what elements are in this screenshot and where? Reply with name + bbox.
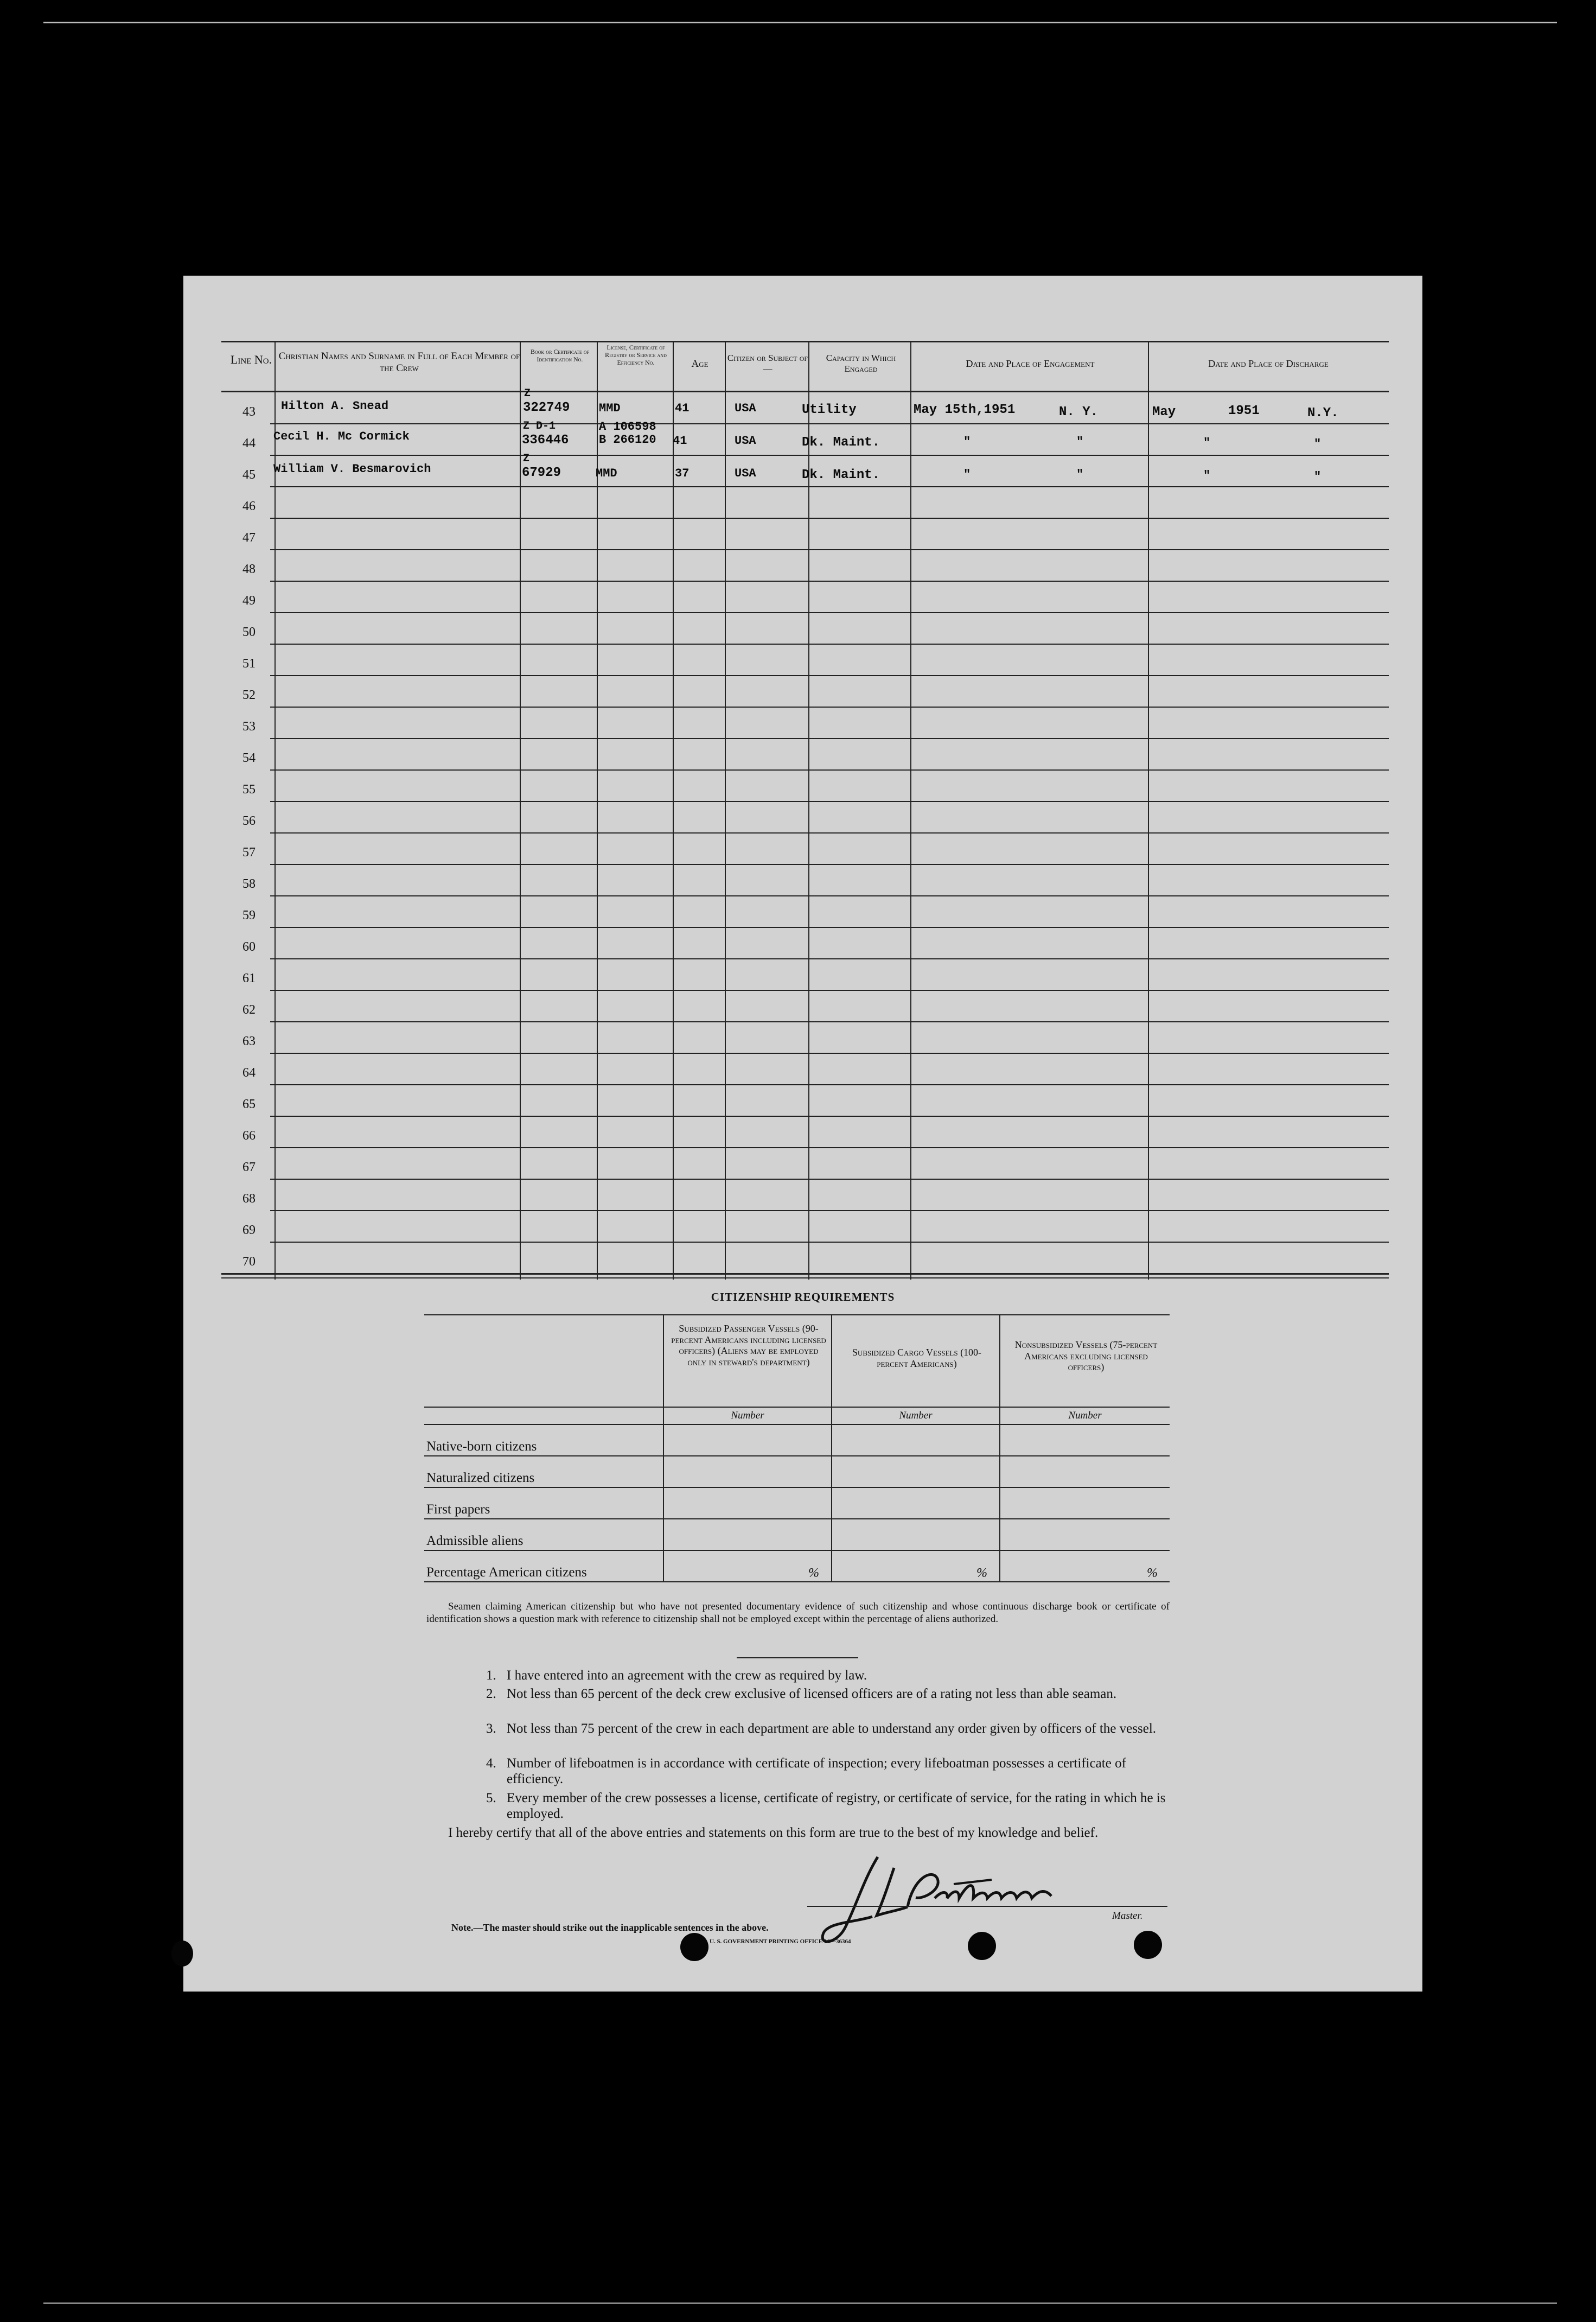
engagement-place: " xyxy=(1076,468,1084,481)
engagement-date: " xyxy=(963,468,971,481)
certification-text: I hereby certify that all of the above entries and statements on this form are true to the best of my knowledge and belief. xyxy=(448,1825,1099,1840)
percent-sign: % xyxy=(1147,1566,1158,1580)
line-number: 61 xyxy=(242,971,256,985)
statement-number: 2. xyxy=(486,1687,496,1701)
statement-text: Number of lifeboatmen is in accordance with certificate of inspection; every lifeboatman possesses a certificate of efficiency. xyxy=(507,1756,1126,1786)
scan-top-rule xyxy=(43,22,1557,23)
engagement-place: N. Y. xyxy=(1059,405,1099,419)
statement-text: Not less than 65 percent of the deck crew exclusive of licensed officers are of a rating not less than able seaman. xyxy=(507,1687,1117,1701)
book-prefix: Z D-1 xyxy=(523,420,556,432)
license-number: MMD xyxy=(599,402,621,415)
discharge-month: " xyxy=(1203,436,1211,450)
row-label-first-papers: First papers xyxy=(426,1502,490,1517)
cargo-vessels-header: Subsidized Cargo Vessels (100-percent Americans) xyxy=(852,1347,982,1369)
discharge-month: May xyxy=(1152,405,1176,419)
line-number: 50 xyxy=(242,625,256,639)
row-label-percentage: Percentage American citizens xyxy=(426,1565,587,1580)
citizenship-title: CITIZENSHIP REQUIREMENTS xyxy=(711,1290,895,1303)
statement-text: Every member of the crew possesses a license, certificate of registry, or certificate of service, for the rating in which he is employed. xyxy=(507,1791,1166,1821)
line-number: 52 xyxy=(242,688,256,702)
crew-name: Cecil H. Mc Cormick xyxy=(273,430,410,443)
engagement-date: May 15th,1951 xyxy=(914,403,1016,417)
number-label: Number xyxy=(731,1410,764,1421)
row-label-admissible-aliens: Admissible aliens xyxy=(426,1534,524,1548)
line-number: 60 xyxy=(242,940,256,954)
book-number: 67929 xyxy=(522,466,561,480)
line-number: 64 xyxy=(242,1066,256,1080)
license-number: B 266120 xyxy=(599,433,656,447)
percent-sign: % xyxy=(976,1566,987,1580)
line-number: 70 xyxy=(242,1255,256,1269)
line-number: 45 xyxy=(242,468,256,482)
line-number: 62 xyxy=(242,1003,256,1017)
row-label-native-born: Native-born citizens xyxy=(426,1439,537,1454)
line-number: 63 xyxy=(242,1034,256,1048)
header-age: Age xyxy=(691,358,708,370)
line-number: 56 xyxy=(242,814,256,828)
header-names: Christian Names and Surname in Full of Each Member of the Crew xyxy=(278,351,520,374)
crew-name: William V. Besmarovich xyxy=(273,462,431,476)
line-number: 54 xyxy=(242,751,256,765)
age: 41 xyxy=(675,402,690,415)
row-label-naturalized: Naturalized citizens xyxy=(426,1471,535,1485)
scan-bottom-rule xyxy=(43,2302,1557,2304)
header-discharge: Date and Place of Discharge xyxy=(1208,358,1329,369)
line-number: 65 xyxy=(242,1097,256,1111)
statement-number: 3. xyxy=(486,1721,496,1736)
line-number: 49 xyxy=(242,594,256,608)
citizenship: USA xyxy=(735,402,756,415)
book-prefix: Z xyxy=(524,387,531,400)
binding-hole xyxy=(680,1933,708,1961)
header-engagement: Date and Place of Engagement xyxy=(966,358,1095,369)
header-license-number: License, Certificate of Registry or Service and Efficiency No. xyxy=(605,343,667,366)
license-number: MMD xyxy=(596,467,617,480)
percent-sign: % xyxy=(808,1566,819,1580)
line-number: 58 xyxy=(242,877,256,891)
line-number: 44 xyxy=(242,436,256,450)
line-number: 51 xyxy=(242,657,256,671)
book-number: 336446 xyxy=(522,433,569,448)
line-number: 46 xyxy=(242,499,256,513)
printer-imprint: U. S. GOVERNMENT PRINTING OFFICE 16—36364 xyxy=(710,1938,851,1945)
number-label: Number xyxy=(1068,1410,1102,1421)
discharge-place: " xyxy=(1314,470,1322,484)
header-book-number: Book or Certificate of Identification No. xyxy=(530,348,590,363)
statement-text: Not less than 75 percent of the crew in each department are able to understand any order given by officers of the vessel. xyxy=(507,1721,1157,1736)
line-number: 43 xyxy=(242,405,256,419)
engagement-date: " xyxy=(963,435,971,449)
engagement-place: " xyxy=(1076,435,1084,449)
discharge-year: 1951 xyxy=(1228,404,1260,418)
master-note: Note.—The master should strike out the inapplicable sentences in the above. xyxy=(451,1922,769,1933)
passenger-vessels-header: Subsidized Passenger Vessels (90-percent Americans including licensed officers) (Aliens may be employed only in steward's department) xyxy=(671,1323,826,1368)
master-label: Master. xyxy=(1112,1910,1143,1922)
notice-paragraph: Seamen claiming American citizenship but who have not presented documentary evidence of such citizenship and whose continuous discharge book or certificate of identification shows a question mark with reference to citizenship shall not be employed except within the percentage of aliens authorized. xyxy=(426,1601,1170,1625)
binding-hole xyxy=(171,1941,193,1967)
citizenship: USA xyxy=(735,434,756,448)
statement-number: 4. xyxy=(486,1756,496,1771)
discharge-place: N.Y. xyxy=(1307,406,1339,421)
book-prefix: Z xyxy=(523,453,530,465)
line-number: 57 xyxy=(242,845,256,860)
age: 37 xyxy=(675,467,690,480)
line-number: 67 xyxy=(242,1160,256,1174)
header-citizen: Citizen or Subject of— xyxy=(727,353,808,374)
discharge-place: " xyxy=(1314,437,1322,451)
number-label: Number xyxy=(899,1410,933,1421)
line-number: 47 xyxy=(242,531,256,545)
line-number: 48 xyxy=(242,562,256,576)
discharge-month: " xyxy=(1203,469,1211,482)
statement-number: 5. xyxy=(486,1791,496,1805)
binding-hole xyxy=(968,1932,996,1960)
license-prefix: A 106598 xyxy=(599,420,656,434)
line-number: 69 xyxy=(242,1223,256,1237)
binding-hole xyxy=(1134,1931,1162,1959)
capacity: Utility xyxy=(802,403,857,417)
capacity: Dk. Maint. xyxy=(802,435,880,450)
nonsubsidized-vessels-header: Nonsubsidized Vessels (75-percent Americans excluding licensed officers) xyxy=(1014,1339,1158,1373)
statement-text: I have entered into an agreement with the crew as required by law. xyxy=(507,1668,867,1683)
crew-name: Hilton A. Snead xyxy=(281,399,389,413)
header-line-no: Line No. xyxy=(230,353,272,366)
capacity: Dk. Maint. xyxy=(802,468,880,482)
crew-list-page xyxy=(183,276,1422,1992)
header-capacity: Capacity in Which Engaged xyxy=(826,353,896,374)
line-number: 59 xyxy=(242,908,256,923)
line-number: 55 xyxy=(242,783,256,797)
line-number: 68 xyxy=(242,1192,256,1206)
line-number: 66 xyxy=(242,1129,256,1143)
statement-number: 1. xyxy=(486,1668,496,1683)
line-number: 53 xyxy=(242,720,256,734)
book-number: 322749 xyxy=(523,400,570,415)
age: 41 xyxy=(673,434,687,448)
citizenship: USA xyxy=(735,467,756,480)
